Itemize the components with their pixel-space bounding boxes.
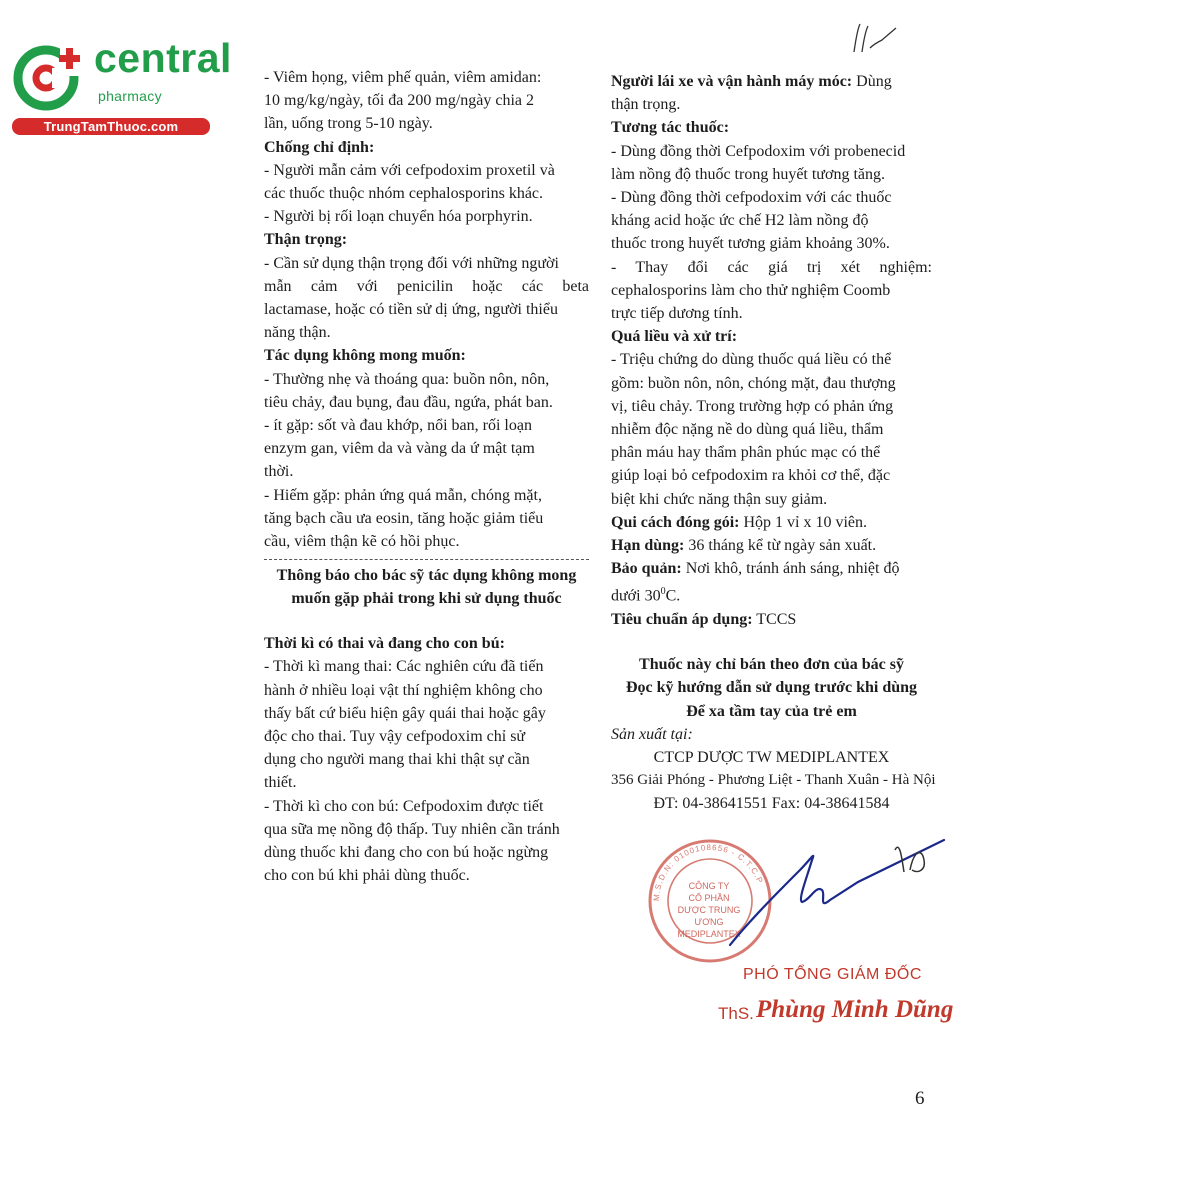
pregnancy-line: dụng cho người mang thai khi thật sự cần [264, 751, 530, 769]
initials-mark [848, 18, 908, 58]
report-notice-box [264, 559, 589, 610]
logo-subtitle: pharmacy [98, 88, 162, 104]
warning-line: Thuốc này chỉ bán theo đơn của bác sỹ [639, 656, 904, 674]
notice-line: muốn gặp phải trong khi sử dụng thuốc [291, 590, 562, 608]
contraindications-heading: Chống chỉ định: [264, 138, 375, 156]
caution-heading: Thận trọng: [264, 231, 348, 249]
pregnancy-heading: Thời kì có thai và đang cho con bú: [264, 635, 505, 653]
driving-line-2: thận trọng. [611, 96, 681, 114]
notice-line: Thông báo cho bác sỹ tác dụng không mong [276, 567, 577, 585]
pregnancy-line: độc cho thai. Tuy vậy cefpodoxim chỉ sử [264, 728, 526, 746]
storage-temp: dưới 30 [611, 587, 661, 605]
side-effect-line: enzym gan, viêm da và vàng da ứ mật tạm [264, 440, 535, 458]
expiry-line [611, 534, 932, 557]
side-effects-heading: Tác dụng không mong muốn: [264, 347, 466, 365]
side-effect-line: tiêu chảy, đau bụng, đau đầu, ngứa, phát ban. [264, 393, 553, 411]
company-name: CTCP DƯỢC TW MEDIPLANTEX [653, 749, 890, 767]
throat-dose-line: 10 mg/kg/ngày, tối đa 200 mg/ngày chia 2 [264, 92, 535, 110]
driving-text: Dùng [856, 73, 892, 90]
caution-line: năng thận. [264, 324, 331, 342]
throat-dose-line: - Viêm họng, viêm phế quản, viêm amidan: [264, 69, 542, 86]
side-effect-line: - Hiếm gặp: phản ứng quá mẫn, chóng mặt, [264, 486, 542, 504]
pregnancy-line: - Thời kì mang thai: Các nghiên cứu đã tiến [264, 658, 544, 676]
standard-value: TCCS [756, 611, 797, 628]
interaction-line: thuốc trong huyết tương giảm khoảng 30%. [611, 235, 890, 253]
stamp-line: CỔ PHẦN [688, 893, 730, 903]
throat-dose-line: lần, uống trong 5-10 ngày. [264, 115, 433, 133]
interaction-line: cephalosporins làm cho thử nghiệm Coomb [611, 281, 891, 299]
page-number: 6 [915, 1088, 925, 1109]
caution-line: - Cần sử dụng thận trọng đối với những người [264, 254, 559, 272]
right-column [611, 70, 936, 816]
storage-degree: 0 [660, 586, 666, 598]
stamp-line: MEDIPLANTEX [677, 929, 741, 939]
warnings-block [611, 653, 932, 723]
standard-label: Tiêu chuẩn áp dụng: [611, 611, 753, 628]
side-effect-line: tăng bạch cầu ưa eosin, tăng hoặc giảm tiểu [264, 509, 544, 527]
storage-unit: C. [665, 587, 681, 605]
signer-name: Phùng Minh Dũng [756, 996, 954, 1023]
caution-line: mẫn cảm với penicilin hoặc các beta [264, 277, 589, 295]
driving-label: Người lái xe và vận hành máy móc: [611, 73, 853, 90]
storage-line [611, 557, 932, 580]
signer-prefix: ThS. [718, 1004, 754, 1023]
manufacturer-heading: Sản xuất tại: [611, 725, 693, 743]
pregnancy-line: hành ở nhiều loại vật thí nghiệm không cho [264, 681, 543, 699]
breastfeeding-line: dùng thuốc khi đang cho con bú hoặc ngừng [264, 844, 549, 862]
warning-line: Đọc kỹ hướng dẫn sử dụng trước khi dùng [625, 679, 918, 697]
breastfeeding-line: - Thời kì cho con bú: Cefpodoxim được tiết [264, 797, 544, 815]
standard-line [611, 608, 932, 631]
pharmacy-cross-icon [10, 40, 84, 114]
breastfeeding-line: qua sữa mẹ nồng độ thấp. Tuy nhiên cần tránh [264, 820, 560, 838]
interaction-line: kháng acid hoặc ức chế H2 làm nồng độ [611, 212, 869, 230]
storage-line-2 [611, 580, 932, 608]
overdose-heading: Quá liều và xử trí: [611, 328, 738, 346]
signature-icon [690, 830, 960, 970]
packaging-value: Hộp 1 vỉ x 10 viên. [743, 513, 868, 531]
packaging-line [611, 511, 932, 534]
pregnancy-line: thiết. [264, 774, 297, 792]
side-effect-line: - ít gặp: sốt và đau khớp, nổi ban, rối loạn [264, 417, 532, 435]
overdose-line: vị, tiêu chảy. Trong trường hợp có phản ứng [611, 397, 894, 415]
overdose-line: phân máu hay thẩm phân phúc mạc có thể [611, 444, 881, 462]
side-effect-line: cầu, viêm thận kẽ có hồi phục. [264, 533, 460, 551]
stamp-line: DƯỢC TRUNG ƯƠNG [677, 905, 741, 927]
pregnancy-line: thấy bất cứ biểu hiện gây quái thai hoặc gây [264, 704, 546, 722]
stamp-ring-text: M.S.D.N: 0100108656 - C.T.C.P [651, 842, 765, 902]
left-column [264, 66, 589, 888]
breastfeeding-line: cho con bú khi phải dùng thuốc. [264, 867, 470, 885]
interactions-heading: Tương tác thuốc: [611, 119, 730, 137]
warning-line: Để xa tầm tay của trẻ em [686, 702, 857, 720]
contraindication-line: - Người bị rối loạn chuyển hóa porphyrin. [264, 208, 533, 226]
signer-title: PHÓ TỔNG GIÁM ĐỐC [743, 966, 922, 983]
side-effect-line: thời. [264, 463, 294, 481]
interaction-line: trực tiếp dương tính. [611, 305, 743, 323]
logo-name: central [94, 35, 232, 81]
contraindication-line: - Người mẫn cảm với cefpodoxim proxetil và [264, 161, 555, 179]
storage-value: Nơi khô, tránh ánh sáng, nhiệt độ [685, 560, 900, 578]
caution-line: lactamase, hoặc có tiền sử dị ứng, người thiểu [264, 301, 558, 319]
overdose-line: biệt khi chức năng thận suy giảm. [611, 490, 828, 508]
interaction-line: làm nồng độ thuốc trong huyết tương tăng. [611, 165, 885, 183]
interaction-line: - Thay đổi các giá trị xét nghiệm: [611, 258, 932, 276]
company-address: 356 Giải Phóng - Phương Liệt - Thanh Xuân - Hà Nội [611, 772, 936, 789]
contraindication-line: các thuốc thuộc nhóm cephalosporins khác. [264, 185, 544, 203]
storage-label: Bảo quản: [611, 560, 682, 578]
interaction-line: - Dùng đồng thời cefpodoxim với các thuốc [611, 189, 892, 207]
side-effect-line: - Thường nhẹ và thoáng qua: buồn nôn, nôn, [264, 370, 550, 388]
central-pharmacy-logo[interactable] [10, 35, 232, 138]
expiry-label: Hạn dùng: [611, 537, 685, 555]
overdose-line: nhiễm độc nặng nề do dùng quá liều, thẩm [611, 421, 884, 439]
logo-website[interactable]: TrungTamThuoc.com [12, 118, 210, 135]
overdose-line: giúp loại bỏ cefpodoxim ra khỏi cơ thể, đặc [611, 467, 891, 485]
packaging-label: Qui cách đóng gói: [611, 513, 740, 531]
company-phone: ĐT: 04-38641551 Fax: 04-38641584 [653, 795, 890, 813]
overdose-line: - Triệu chứng do dùng thuốc quá liều có thể [611, 351, 892, 369]
driving-line [611, 70, 932, 93]
interaction-line: - Dùng đồng thời Cefpodoxim với probenecid [611, 142, 906, 160]
overdose-line: gồm: buồn nôn, nôn, chóng mặt, đau thượng [611, 374, 896, 392]
expiry-value: 36 tháng kể từ ngày sản xuất. [688, 537, 877, 555]
stamp-line: CÔNG TY [688, 881, 730, 891]
